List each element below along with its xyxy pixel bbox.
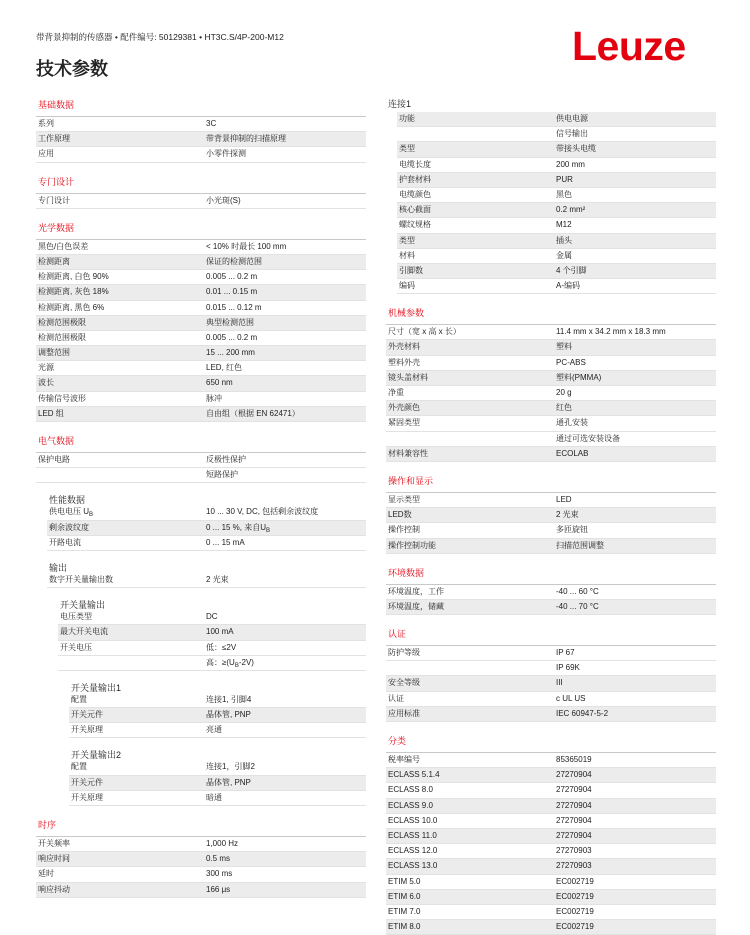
spec-row: [69, 723, 366, 738]
document-subtitle: 带背景抑制的传感器 • 配件编号: 50129381 • HT3C.S/4P-200-M12: [36, 32, 284, 42]
spec-row: [386, 859, 716, 874]
spec-key: 检测范围极限: [38, 332, 86, 342]
spec-row: [386, 676, 716, 691]
left-spec-column: [36, 96, 366, 898]
spec-key: 外壳颜色: [388, 403, 420, 413]
spec-key: [397, 127, 556, 141]
section-title: 光学数据: [36, 219, 366, 240]
spec-value: 0.01 ... 0.15 m: [206, 287, 258, 297]
spec-key: [36, 468, 206, 482]
spec-key: 检测范围极限: [38, 317, 86, 327]
spec-value: 15 ... 200 mm: [206, 348, 255, 358]
spec-value: 暗通: [206, 792, 222, 802]
spec-key: 显示类型: [388, 494, 420, 504]
spec-key: 应用标准: [388, 708, 420, 718]
spec-value: 27270904: [556, 815, 592, 825]
spec-row: [386, 401, 716, 416]
spec-value: LED: [556, 494, 572, 504]
spec-row: [386, 829, 716, 844]
spec-row: [386, 523, 716, 538]
spec-row: [386, 799, 716, 814]
spec-value: IP 69K: [556, 663, 580, 673]
spec-row: [47, 536, 366, 551]
spec-row: [36, 331, 366, 346]
spec-key: 尺寸（宽 x 高 x 长）: [388, 327, 461, 337]
subsection-title: 开关量输出1: [71, 682, 122, 693]
spec-key: 剩余波纹度: [49, 522, 89, 532]
spec-key: 电缆长度: [399, 159, 431, 169]
spec-value: 0.015 ... 0.12 m: [206, 302, 262, 312]
spec-key: 电缆颜色: [399, 189, 431, 199]
spec-value: < 10% 时最长 100 mm: [206, 241, 287, 251]
spec-row: [69, 791, 366, 806]
spec-row: [36, 346, 366, 361]
spec-key: 镜头盖材料: [388, 372, 428, 382]
spec-key: 数字开关量输出数: [49, 574, 113, 584]
spec-value: 10 ... 30 V, DC, 包括剩余波纹度: [206, 507, 319, 517]
spec-row: [36, 117, 366, 132]
spec-row: [397, 249, 716, 264]
spec-key: 防护等级: [388, 648, 420, 658]
spec-value: 3C: [206, 119, 217, 128]
spec-row: [47, 573, 366, 588]
spec-key: 检测距离, 灰色 18%: [38, 287, 109, 297]
spec-value: 27270903: [556, 861, 592, 871]
spec-row: [386, 768, 716, 783]
spec-value: PUR: [556, 174, 573, 184]
spec-value: 27270904: [556, 800, 592, 810]
spec-value: 0 ... 15 mA: [206, 537, 245, 547]
spec-value: 小零件探测: [206, 149, 246, 159]
section-title: 专门设计: [36, 173, 366, 194]
spec-value: 166 μs: [206, 884, 231, 894]
spec-row: [58, 641, 366, 656]
spec-key: 类型: [399, 235, 415, 245]
spec-value: 供电电源: [556, 114, 588, 123]
spec-row: [386, 753, 716, 768]
spec-value: c UL US: [556, 693, 586, 703]
spec-value: 反极性保护: [206, 455, 246, 464]
spec-value: 低：≤2V: [206, 642, 237, 652]
spec-key: ECLASS 11.0: [388, 830, 437, 840]
section-title: 环境数据: [386, 564, 716, 585]
section-title: 基础数据: [36, 96, 366, 117]
spec-value: IEC 60947-5-2: [556, 708, 609, 718]
spec-key: ECLASS 12.0: [388, 846, 438, 856]
spec-value: 短路保护: [206, 470, 238, 480]
spec-key: 配置: [71, 762, 87, 772]
spec-key: 税率编号: [388, 755, 420, 764]
spec-key: LED 组: [38, 408, 64, 418]
spec-value: 2 光束: [206, 574, 229, 584]
spec-row: [386, 416, 716, 431]
section-title: 分类: [386, 732, 716, 753]
spec-key: 材料兼容性: [388, 448, 428, 458]
spec-key: ETIM 5.0: [388, 876, 421, 886]
spec-row: [397, 158, 716, 173]
spec-key: 波长: [38, 378, 54, 388]
spec-value: 高：$\ge(U_B-2V)$: [206, 657, 254, 669]
spec-row: [69, 776, 366, 791]
spec-value: 亮通: [206, 725, 222, 735]
spec-row: [386, 432, 716, 447]
spec-key: 安全等级: [388, 678, 420, 688]
spec-key: ECLASS 8.0: [388, 785, 433, 795]
spec-key: 光源: [38, 363, 54, 373]
spec-row: [397, 127, 716, 142]
spec-value: 85365019: [556, 755, 592, 764]
spec-row: [397, 218, 716, 233]
spec-key: 开关原理: [71, 792, 103, 802]
spec-row: [386, 600, 716, 615]
spec-row: [36, 240, 366, 255]
spec-value: DC: [206, 612, 218, 622]
spec-key: 开关元件: [71, 710, 103, 720]
spec-key: 紧固类型: [388, 418, 420, 428]
spec-value: 信号输出: [556, 129, 588, 139]
spec-row: [386, 325, 716, 340]
subsection-title: 开关量输出2: [71, 750, 122, 761]
spec-value: A-编码: [556, 281, 580, 291]
spec-key: 认证: [388, 693, 404, 703]
spec-key: 传输信号波形: [38, 393, 86, 403]
spec-key: 保护电路: [38, 455, 70, 464]
spec-value: 100 mA: [206, 627, 234, 637]
spec-row: [397, 112, 716, 127]
spec-row: [36, 883, 366, 898]
spec-value: 2 光束: [556, 510, 579, 520]
spec-row: [386, 585, 716, 600]
spec-value: EC002719: [556, 906, 594, 916]
spec-value: 插头: [556, 235, 572, 245]
section-title: 电气数据: [36, 432, 366, 453]
spec-key: 开关电压: [60, 642, 92, 652]
spec-key: 功能: [399, 114, 415, 123]
section-title: 时序: [36, 816, 366, 837]
spec-row: [36, 468, 366, 483]
spec-row: [397, 203, 716, 218]
spec-row: [386, 539, 716, 554]
spec-row: [69, 760, 366, 775]
spec-value: 300 ms: [206, 869, 233, 879]
spec-row: [36, 837, 366, 852]
spec-value: 27270904: [556, 830, 592, 840]
spec-row: [36, 301, 366, 316]
leuze-logo: Leuze: [572, 23, 686, 69]
spec-key: 引脚数: [399, 265, 423, 275]
spec-row: [386, 707, 716, 722]
spec-key: 操作控制功能: [388, 540, 436, 550]
spec-row: [386, 844, 716, 859]
spec-value: 650 nm: [206, 378, 233, 388]
page-title: 技术参数: [36, 59, 108, 79]
spec-value: 晶体管, PNP: [206, 777, 251, 787]
spec-key: 塑料外壳: [388, 357, 420, 367]
spec-value: 27270904: [556, 770, 592, 780]
spec-key: 专门设计: [38, 195, 70, 205]
spec-key: 开关原理: [71, 725, 103, 735]
spec-row: [397, 188, 716, 203]
spec-row: [386, 814, 716, 829]
spec-key: 环境温度，工作: [388, 586, 444, 596]
spec-value: ECOLAB: [556, 448, 589, 458]
spec-row: [397, 234, 716, 249]
spec-row: [397, 264, 716, 279]
spec-row: [36, 147, 366, 162]
spec-value: -40 ... 60 °C: [556, 586, 599, 596]
spec-row: [386, 646, 716, 661]
spec-row: [36, 453, 366, 468]
subsection-title: 输出: [49, 562, 68, 573]
spec-row: [386, 386, 716, 401]
spec-row: [69, 708, 366, 723]
spec-row: [386, 890, 716, 905]
spec-key: 净重: [388, 388, 404, 397]
spec-value: 自由组（根据 EN 62471）: [206, 408, 300, 418]
spec-value: 扫描范围调整: [556, 540, 604, 550]
spec-row: [386, 783, 716, 798]
spec-key: 开关频率: [38, 839, 70, 848]
spec-row: [36, 376, 366, 391]
spec-key: 响应时间: [38, 854, 70, 864]
spec-key: 操作控制: [388, 525, 420, 535]
spec-row: [36, 316, 366, 331]
spec-key: 开关元件: [71, 777, 103, 787]
spec-key: 类型: [399, 144, 415, 154]
spec-row: [47, 521, 366, 536]
spec-row: [386, 661, 716, 676]
spec-value: PC-ABS: [556, 357, 586, 367]
spec-key: 编码: [399, 281, 415, 291]
spec-key: LED数: [388, 510, 412, 520]
spec-key: 系列: [38, 119, 54, 128]
spec-key: 工作原理: [38, 134, 70, 144]
spec-row: [386, 875, 716, 890]
spec-key: ETIM 7.0: [388, 906, 421, 916]
spec-value: 塑料: [556, 342, 572, 352]
spec-row: [36, 255, 366, 270]
spec-value: 通过可选安装设备: [556, 433, 620, 443]
spec-row: [386, 920, 716, 935]
spec-key: ETIM 6.0: [388, 891, 421, 901]
spec-row: [386, 340, 716, 355]
spec-row: [386, 493, 716, 508]
spec-value: 连接1，引脚2: [206, 762, 255, 772]
subsection-title: 开关量输出: [60, 600, 106, 611]
spec-row: [386, 371, 716, 386]
spec-row: [36, 132, 366, 147]
spec-value: 红色: [556, 403, 572, 413]
section-title: 认证: [386, 625, 716, 646]
spec-value: 200 mm: [556, 159, 585, 169]
spec-row: [386, 692, 716, 707]
right-spec-column: [386, 96, 716, 935]
spec-key: 开路电流: [49, 537, 81, 547]
spec-key: 外壳材料: [388, 342, 420, 352]
spec-key: ECLASS 9.0: [388, 800, 433, 810]
spec-key: 供电电压 $U_B$: [49, 507, 94, 519]
spec-value: III: [556, 678, 563, 688]
spec-value: 多匝旋钮: [556, 525, 588, 535]
spec-value: 带背景抑制的扫描原理: [206, 134, 286, 144]
spec-key: 调整范围: [38, 348, 70, 358]
spec-key: 螺纹规格: [399, 220, 431, 230]
spec-row: [36, 852, 366, 867]
spec-key: 检测距离, 黑色 6%: [38, 302, 105, 312]
spec-value: 20 g: [556, 388, 572, 397]
spec-row: [397, 142, 716, 157]
spec-value: 小光斑(S): [206, 195, 241, 205]
spec-row: [36, 392, 366, 407]
section-title: 机械参数: [386, 304, 716, 325]
spec-key: ECLASS 5.1.4: [388, 770, 440, 780]
spec-row: [47, 505, 366, 520]
spec-value: EC002719: [556, 922, 594, 932]
spec-key: ECLASS 13.0: [388, 861, 438, 871]
spec-key: 检测距离, 白色 90%: [38, 272, 109, 282]
spec-key: 应用: [38, 149, 54, 159]
spec-value: 0.2 mm²: [556, 205, 586, 215]
spec-key: [386, 432, 556, 446]
spec-value: 1,000 Hz: [206, 839, 239, 848]
spec-value: 0.5 ms: [206, 854, 231, 864]
spec-row: [36, 361, 366, 376]
section-title: 操作和显示: [386, 472, 716, 493]
spec-value: 保证的检测范围: [206, 256, 262, 266]
spec-row: [36, 867, 366, 882]
spec-row: [386, 905, 716, 920]
spec-row: [386, 508, 716, 523]
spec-row: [69, 693, 366, 708]
spec-value: 27270904: [556, 785, 592, 795]
spec-row: [58, 625, 366, 640]
spec-row: [36, 407, 366, 422]
spec-value: EC002719: [556, 876, 594, 886]
spec-value: 4 个引脚: [556, 265, 587, 275]
spec-row: [397, 173, 716, 188]
spec-value: 27270903: [556, 846, 592, 856]
spec-value: 金属: [556, 250, 572, 260]
spec-key: 配置: [71, 694, 87, 704]
spec-row: [397, 279, 716, 294]
spec-value: 带接头电缆: [556, 144, 596, 154]
spec-value: 通孔安装: [556, 418, 588, 428]
spec-value: EC002719: [556, 891, 594, 901]
spec-key: [58, 656, 206, 670]
spec-value: 晶体管, PNP: [206, 710, 251, 720]
spec-value: 脉冲: [206, 393, 222, 403]
spec-row: [386, 356, 716, 371]
spec-value: 典型检测范围: [206, 317, 254, 327]
spec-key: [386, 661, 556, 675]
spec-row: [58, 656, 366, 671]
spec-key: 核心截面: [399, 205, 431, 215]
spec-value: 0.005 ... 0.2 m: [206, 272, 258, 282]
spec-key: 环境温度，储藏: [388, 601, 444, 611]
spec-key: 延时: [38, 869, 54, 879]
spec-row: [58, 610, 366, 625]
spec-key: ECLASS 10.0: [388, 815, 438, 825]
subsection-title: 连接1: [388, 99, 412, 109]
spec-value: 连接1, 引脚4: [206, 694, 252, 704]
spec-key: ETIM 8.0: [388, 922, 421, 932]
spec-row: [386, 447, 716, 462]
spec-key: 最大开关电流: [60, 627, 108, 637]
spec-key: 检测距离: [38, 256, 70, 266]
spec-value: 0 ... 15 %, 来自$U_B$: [206, 522, 271, 534]
spec-value: 11.4 mm x 34.2 mm x 18.3 mm: [556, 327, 666, 337]
spec-row: [36, 285, 366, 300]
spec-value: 黑色: [556, 189, 572, 199]
spec-key: 黑色/白色误差: [38, 241, 89, 251]
spec-key: 电压类型: [60, 612, 92, 622]
spec-value: LED, 红色: [206, 363, 243, 373]
spec-key: 护套材料: [399, 174, 431, 184]
spec-row: [36, 270, 366, 285]
spec-value: M12: [556, 220, 572, 230]
spec-row: [36, 194, 366, 209]
spec-value: -40 ... 70 °C: [556, 601, 599, 611]
spec-value: IP 67: [556, 648, 575, 658]
spec-key: 响应抖动: [38, 884, 70, 894]
subsection-title: 性能数据: [49, 495, 86, 506]
spec-value: 塑料(PMMA): [556, 372, 602, 382]
spec-value: 0.005 ... 0.2 m: [206, 332, 258, 342]
spec-key: 材料: [399, 250, 415, 260]
